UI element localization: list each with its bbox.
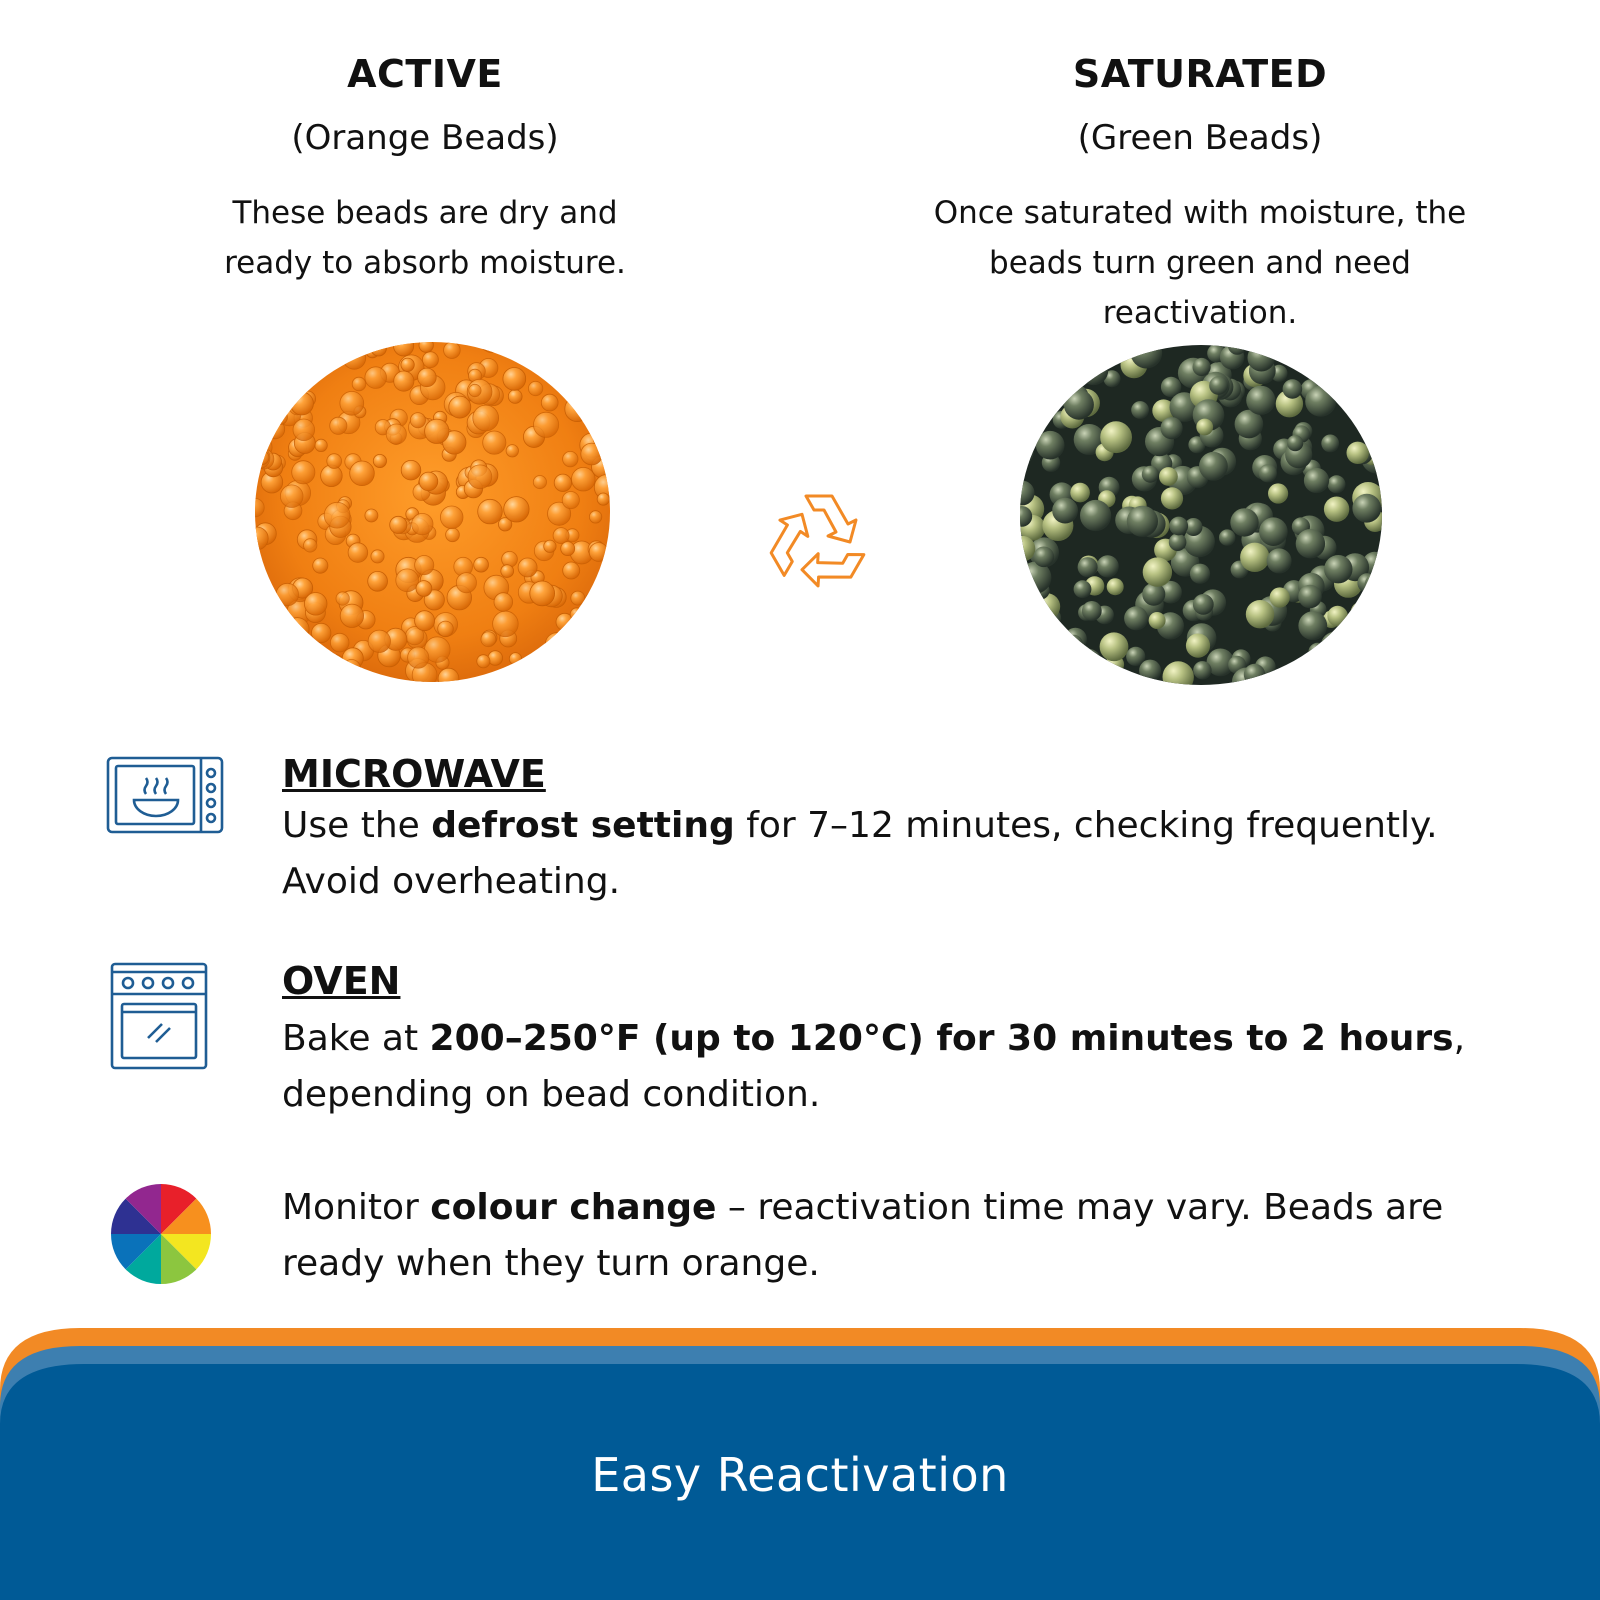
oven-icon <box>110 962 210 1070</box>
active-description: These beads are dry and ready to absorb moisture. <box>224 195 626 281</box>
oven-section <box>282 957 1540 1123</box>
colour-section <box>282 1180 1540 1292</box>
footer-title: Easy Reactivation <box>591 1448 1009 1502</box>
microwave-emphasis: defrost setting <box>431 805 735 846</box>
active-title: ACTIVE <box>347 52 503 96</box>
orange-beads-image <box>255 342 610 682</box>
colour-body: Monitor colour change – reactivation time may vary. Beads are ready when they turn orange. <box>282 1187 1444 1284</box>
active-subtitle: (Orange Beads) <box>291 118 559 158</box>
colour-emphasis: colour change <box>430 1187 717 1228</box>
microwave-section <box>282 750 1540 910</box>
active-column <box>160 0 690 340</box>
microwave-body: Use the defrost setting for 7–12 minutes, checking frequently. Avoid overheating. <box>282 805 1438 902</box>
saturated-subtitle: (Green Beads) <box>1077 118 1323 158</box>
green-beads-image <box>1020 345 1382 685</box>
oven-body: Bake at 200–250°F (up to 120°C) for 30 minutes to 2 hours, depending on bead condition. <box>282 1018 1466 1115</box>
recycle-icon <box>748 472 888 612</box>
saturated-title: SATURATED <box>1072 52 1328 96</box>
microwave-icon <box>106 756 224 834</box>
microwave-heading: MICROWAVE <box>282 752 546 796</box>
oven-heading: OVEN <box>282 959 401 1003</box>
colour-wheel-icon <box>110 1183 212 1285</box>
saturated-description: Once saturated with moisture, the beads turn green and need reactivation. <box>933 195 1467 331</box>
oven-emphasis: 200–250°F (up to 120°C) for 30 minutes to 2 hours <box>429 1018 1454 1059</box>
saturated-column <box>880 0 1520 340</box>
